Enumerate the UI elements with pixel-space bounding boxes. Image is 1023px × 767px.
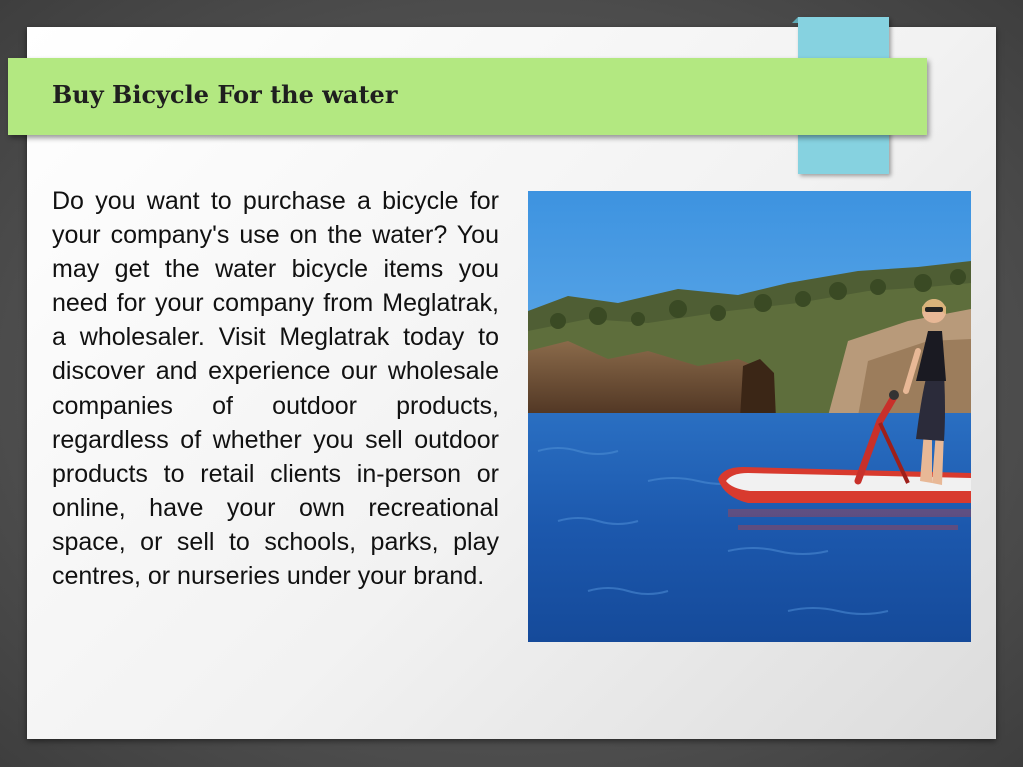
water-bike-photo <box>528 191 971 642</box>
slide-body-text: Do you want to purchase a bicycle for your company's use on the water? You may get the water bicycle items you need for your company from Meglatrak, a wholesaler. Visit Meglatrak today to discover and experience our wholesale companies of outdoor products, regardless of whether you sell outdoor products to retail clients in-person or online, have your own recreational space, or sell to schools, parks, play centres, or nurseries under your brand. <box>52 187 499 591</box>
title-band <box>8 58 927 135</box>
water-bike-illustration <box>528 191 971 642</box>
slide-title: Buy Bicycle For the water <box>52 80 398 109</box>
